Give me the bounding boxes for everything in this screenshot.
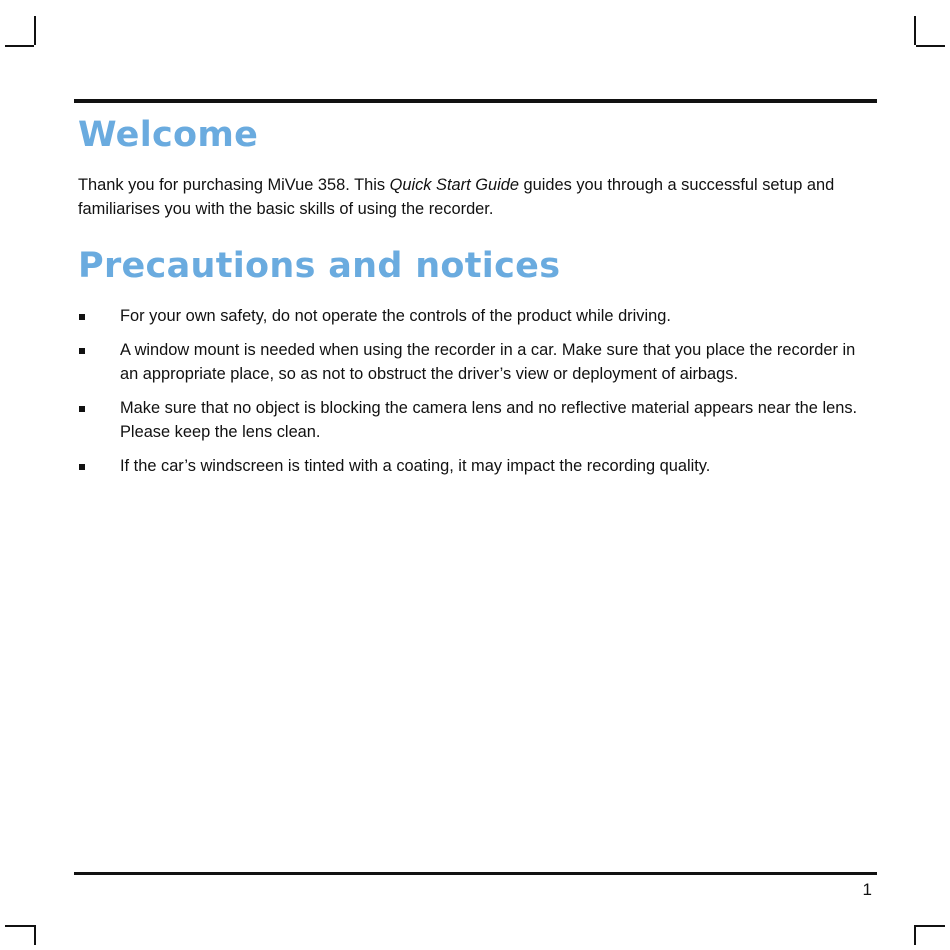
page-number: 1 [862,880,872,899]
list-item-text: Make sure that no object is blocking the camera lens and no reflective material appears near the lens. Please keep the lens clean. [120,399,858,441]
list-item [78,304,878,328]
intro-guide-title: Quick Start Guide [389,176,519,194]
bullet-square-icon [79,464,85,470]
crop-mark-top-left-h [5,45,34,47]
bullet-square-icon [79,406,85,412]
welcome-intro [78,173,878,221]
list-item [78,454,878,478]
bullet-square-icon [79,314,85,320]
list-item [78,338,878,386]
list-item-text: A window mount is needed when using the recorder in a car. Make sure that you place the recorder in an appropriate place, so as not to obstruct the driver’s view or deployment of airbags. [120,341,856,383]
welcome-heading: Welcome [78,115,259,155]
crop-mark-bottom-left-v [34,925,36,945]
crop-mark-bottom-right-v [914,925,916,945]
list-item [78,396,878,444]
precautions-heading: Precautions and notices [78,246,561,286]
precautions-list [78,304,878,488]
header-rule [74,99,877,103]
intro-text-end: guides you through a successful setup and familiarises you with the basic skills of using the recorder. [78,176,835,218]
crop-mark-top-left-v [34,16,36,45]
crop-mark-top-right-h [916,45,945,47]
crop-mark-bottom-left-h [5,925,34,927]
intro-text-start: Thank you for purchasing MiVue 358. This [78,176,390,194]
list-item-text: If the car’s windscreen is tinted with a coating, it may impact the recording quality. [120,457,711,475]
bullet-square-icon [79,348,85,354]
list-item-text: For your own safety, do not operate the controls of the product while driving. [120,307,671,325]
crop-mark-bottom-right-h [916,925,945,927]
crop-mark-top-right-v [914,16,916,45]
footer-rule [74,872,877,875]
